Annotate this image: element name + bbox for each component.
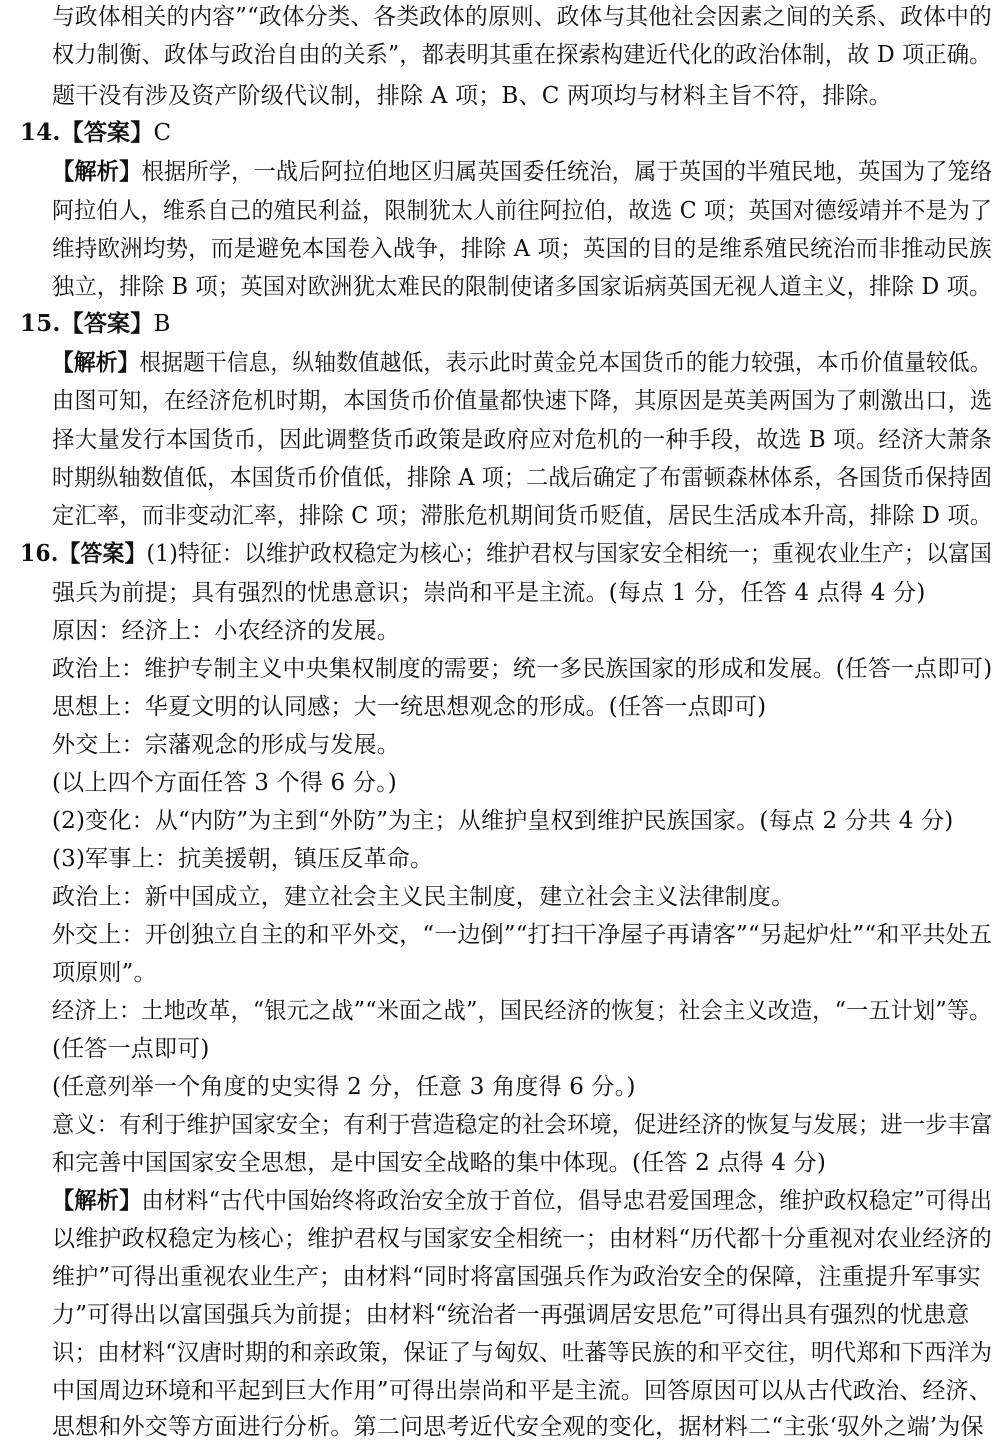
analysis-tag: 【解析】 [52,1187,142,1214]
answer-tag: 【答案】 [60,310,154,337]
text-line: 原因：经济上：小农经济的发展。 [52,618,400,644]
analysis-line: 【解析】根据题干信息，纵轴数值越低，表示此时黄金兑本国货币的能力较强，本币价值量较低。 [52,349,992,376]
text-line: 意义：有利于维护国家安全；有利于营造稳定的社会环境，促进经济的恢复与发展；进一步丰富 [52,1112,993,1138]
text-line: 项原则”。 [52,960,157,986]
text-line: 外交上：宗藩观念的形成与发展。 [52,732,400,758]
text-line: 阿拉伯人，维系自己的殖民利益，限制犹太人前往阿拉伯，故选 C 项；英国对德绥靖并不是为了 [52,198,993,224]
text-line: 定汇率，而非变动汇率，排除 C 项；滞胀危机期间货币贬值，居民生活成本升高，排除 D 项。 [52,503,993,529]
answer-tag: 【答案】 [60,119,154,146]
text-line: 维持欧洲均势，而是避免本国卷入战争，排除 A 项；英国的目的是维系殖民统治而非推动民族 [52,236,992,262]
text-line: 题干没有涉及资产阶级代议制，排除 A 项；B、C 两项均与材料主旨不符，排除。 [52,83,892,109]
text-line: 和完善中国国家安全思想，是中国安全战略的集中体现。(任答 2 点得 4 分) [52,1150,827,1176]
text-line: 以维护政权稳定为核心；维护君权与国家安全相统一；由材料“历代都十分重视对农业经济的 [52,1226,992,1252]
text-line: 政治上：新中国成立，建立社会主义民主制度，建立社会主义法律制度。 [52,884,795,910]
text-line: 时期纵轴数值低，本国货币价值低，排除 A 项；二战后确定了布雷顿森林体系，各国货币保持固 [52,465,993,491]
text-line: 识；由材料“汉唐时期的和亲政策，保证了与匈奴、吐蕃等民族的和平交往，明代郑和下西洋为 [52,1340,993,1366]
question-16-answer: 16.【答案】(1)特征：以维护政权稳定为核心；维护君权与国家安全相统一；重视农业生产；以富国 [20,540,993,567]
answer-tag: 【答案】 [58,540,147,567]
text-line: 力”可得出以富国强兵为前提；由材料“统治者一再强调居安思危”可得出具有强烈的忧患意 [52,1302,970,1328]
text-line: 中国周边环境和平起到巨大作用”可得出崇尚和平是主流。回答原因可以从古代政治、经济、 [52,1378,992,1404]
text-line: (以上四个方面任答 3 个得 6 分。) [52,770,397,796]
text-line: 由图可知，在经济危机时期，本国货币价值量都快速下降，其原因是英美两国为了刺激出口，选 [52,388,993,414]
question-14-answer [20,118,171,148]
analysis-line: 【解析】由材料“古代中国始终将政治安全放于首位，倡导忠君爱国理念，维护政权稳定”可得出 [52,1187,993,1214]
text-line: 政治上：维护专制主义中央集权制度的需要；统一多民族国家的形成和发展。(任答一点即可) [52,656,993,682]
answer-choice: B [153,311,171,337]
question-number: 14. [20,119,61,146]
text-line: (2)变化：从“内防”为主到“外防”为主；从维护皇权到维护民族国家。(每点 2 分共 4 分) [52,808,954,834]
analysis-tag: 【解析】 [52,349,140,376]
answer-choice: C [153,120,172,146]
question-15-answer [20,309,171,339]
text-line: 思想和外交等方面进行分析。第二问思考近代安全观的变化，据材料二“主张‘驭外之端’为保 [52,1414,984,1440]
text-line: 强兵为前提；具有强烈的忧患意识；崇尚和平是主流。(每点 1 分，任答 4 点得 4 分) [52,580,926,606]
text-line: (任答一点即可) [52,1036,210,1062]
question-number: 16. [20,540,59,567]
text-line: 思想上：华夏文明的认同感；大一统思想观念的形成。(任答一点即可) [52,694,767,720]
text-line: 维护”可得出重视农业生产；由材料“同时将富国强兵作为政治安全的保障，注重提升军事实 [52,1264,981,1290]
analysis-tag: 【解析】 [52,158,142,185]
text-line: 外交上：开创独立自主的和平外交，“一边倒”“打扫干净屋子再请客”“另起炉灶”“和平共处五 [52,922,993,948]
text-line: (3)军事上：抗美援朝，镇压反革命。 [52,846,434,872]
text-line: 权力制衡、政体与政治自由的关系”，都表明其重在探索构建近代化的政治体制，故 D 项正确。 [52,42,992,68]
text-line: (任意列举一个角度的史实得 2 分，任意 3 角度得 6 分。) [52,1074,636,1100]
text-line: 择大量发行本国货币，因此调整货币政策是政府应对危机的一种手段，故选 B 项。经济大萧条 [52,427,993,453]
analysis-line: 【解析】根据所学，一战后阿拉伯地区归属英国委任统治，属于英国的半殖民地，英国为了笼络 [52,158,993,185]
text-line: 与政体相关的内容”“政体分类、各类政体的原则、政体与其他社会因素之间的关系、政体中的 [52,4,992,30]
text-line: 经济上：土地改革，“银元之战”“米面之战”，国民经济的恢复；社会主义改造，“一五计划”等。 [52,998,992,1024]
text-line: 独立，排除 B 项；英国对欧洲犹太难民的限制使诸多国家诟病英国无视人道主义，排除 D 项。 [52,274,992,300]
question-number: 15. [20,310,61,337]
